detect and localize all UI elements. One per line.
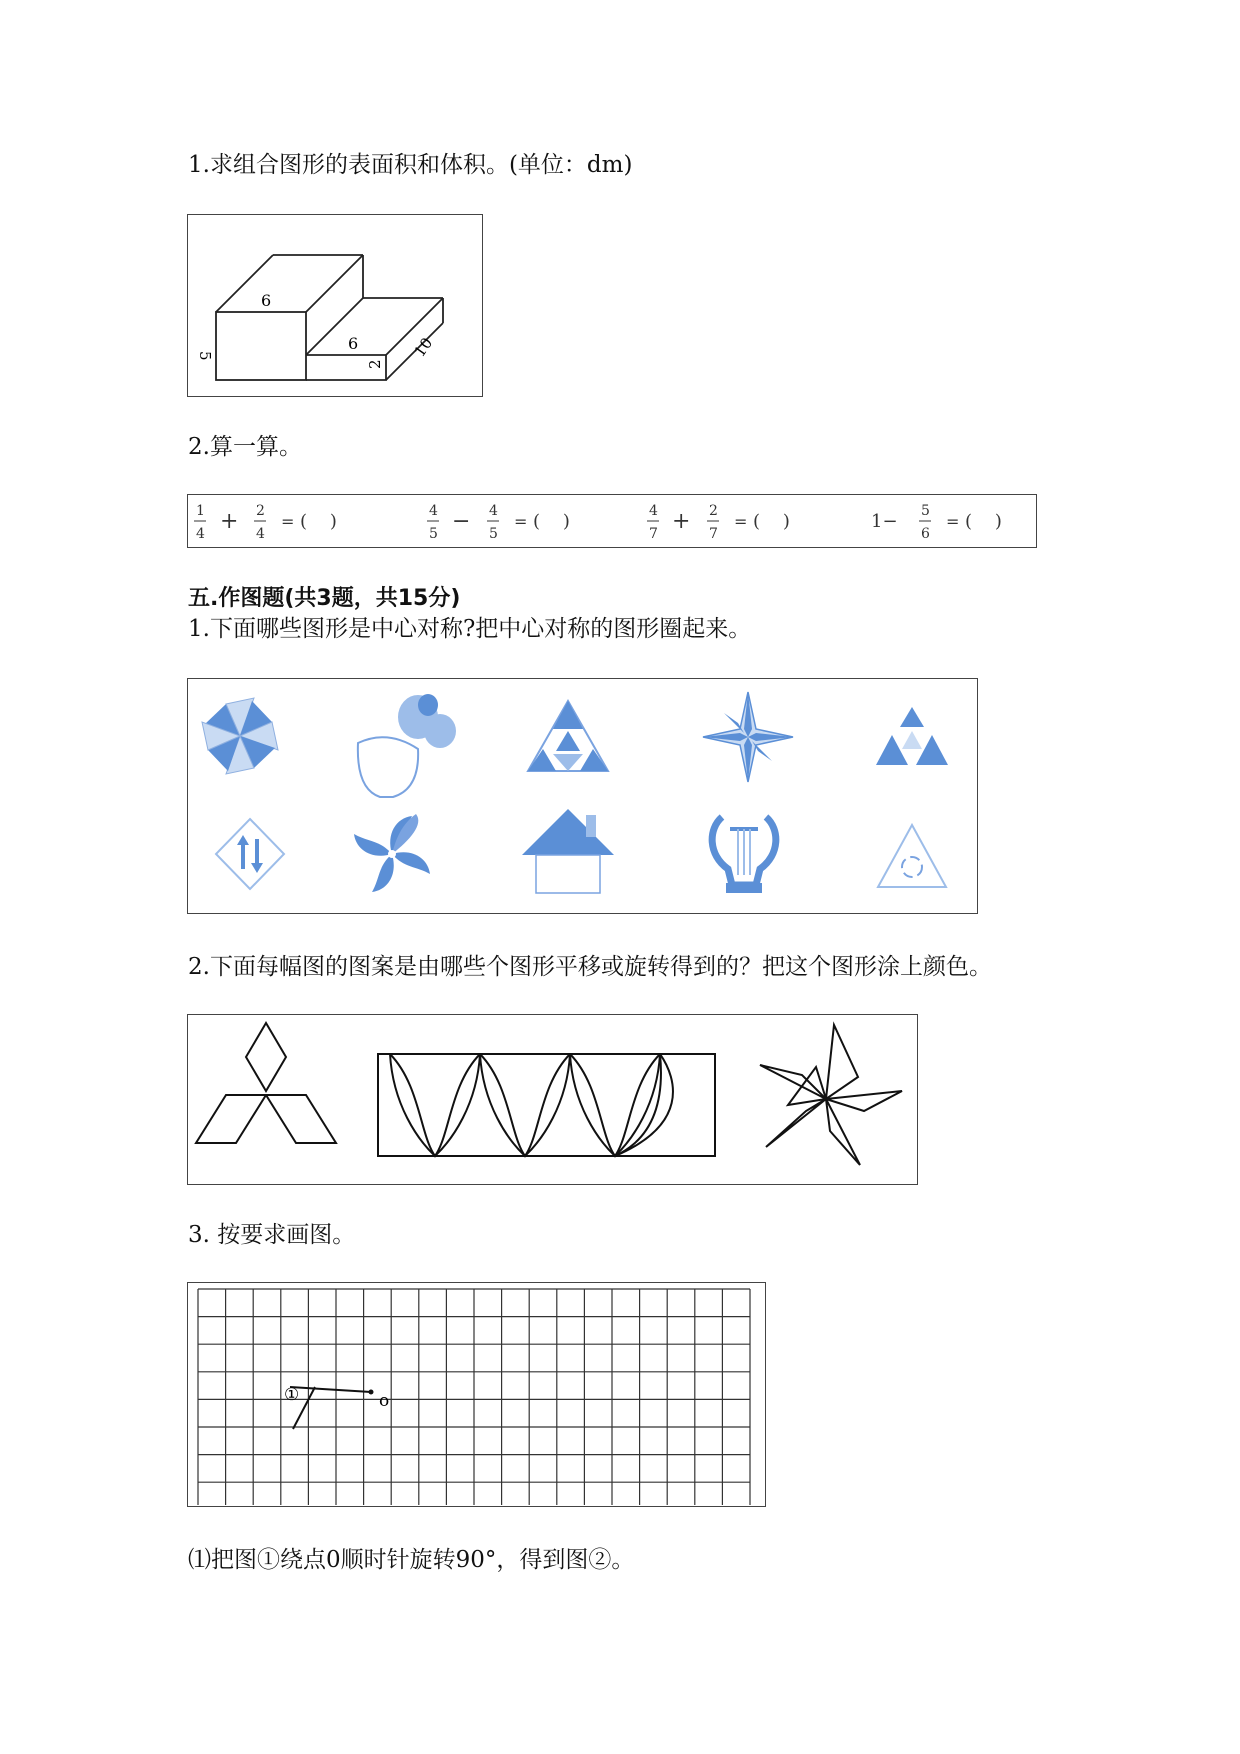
answer-blank[interactable]: ( ) [965,511,1002,532]
s5-q2-prompt: 2.下面每幅图的图案是由哪些个图形平移或旋转得到的？把这个图形涂上颜色。 [188,954,992,980]
svg-text:5: 5 [489,526,498,542]
svg-text:4: 4 [649,503,658,519]
svg-text:7: 7 [709,526,718,542]
svg-text:=: = [946,512,960,531]
svg-text:1: 1 [196,503,205,519]
answer-blank[interactable]: ( ) [300,511,337,532]
symmetry-figures [187,678,978,914]
fraction-item-3 [647,503,790,542]
triangle-pattern-icon[interactable] [528,701,608,771]
grid-drawing [188,1283,764,1505]
star-windmill-icon[interactable] [760,1025,902,1165]
leaf-band-icon[interactable] [378,1054,715,1156]
dim-height-step: 2 [366,359,384,369]
fraction-item-1 [194,503,337,542]
composite-solid-figure [187,214,483,397]
pinwheel-icon[interactable] [202,698,278,774]
svg-text:=: = [514,512,528,531]
svg-text:2: 2 [709,503,718,519]
composite-solid-drawing [188,215,481,395]
svg-text:4: 4 [196,526,205,542]
point-o-label: o [379,1391,390,1411]
svg-text:2: 2 [256,503,265,519]
svg-text:6: 6 [921,526,930,542]
symmetry-drawing [188,679,976,912]
svg-text:+: + [672,509,691,534]
section-heading: 五.作图题(共3题，共15分) [188,586,461,611]
fraction-exercises [187,494,1037,548]
svg-text:−: − [452,509,471,534]
shape-1-arm [290,1387,371,1392]
answer-blank[interactable]: ( ) [533,511,570,532]
rhombus-pattern-icon[interactable] [196,1023,336,1143]
svg-text:4: 4 [256,526,265,542]
triforce-icon[interactable] [876,707,948,765]
s5-q3-prompt: 3. 按要求画图。 [188,1222,356,1248]
dim-height-left: 5 [196,351,214,361]
grid-figure [187,1282,766,1507]
answer-blank[interactable]: ( ) [753,511,790,532]
recycle-sign-icon[interactable] [878,825,946,887]
svg-text:=: = [281,512,295,531]
q1-prompt: 1.求组合图形的表面积和体积。(单位：dm) [188,152,633,178]
s5-q3-sub1: ⑴把图①绕点0顺时针旋转90°，得到图②。 [188,1547,635,1573]
svg-text:1−: 1− [871,511,898,532]
fraction-row [188,495,1035,546]
fraction-item-2 [427,503,570,542]
pattern-figures [187,1014,918,1185]
compass-star-icon[interactable] [703,692,793,782]
square-grid [198,1289,750,1505]
dim-depth: 10 [410,334,437,361]
dim-width-top: 6 [261,291,272,310]
svg-text:4: 4 [489,503,498,519]
pattern-drawing [188,1015,916,1183]
bauhinia-flower-icon[interactable] [354,814,430,892]
s5-q1-prompt: 1.下面哪些图形是中心对称?把中心对称的图形圈起来。 [188,616,752,642]
shape-1-label: ① [284,1385,300,1405]
svg-text:7: 7 [649,526,658,542]
svg-text:5: 5 [921,503,930,519]
svg-text:=: = [734,512,748,531]
fraction-item-4 [871,503,1002,542]
radish-icon[interactable] [358,694,456,797]
rotation-point [369,1390,374,1395]
svg-text:+: + [220,509,239,534]
svg-text:4: 4 [429,503,438,519]
dim-width-step: 6 [348,334,359,353]
arrow-sign-icon[interactable] [216,819,284,889]
lyre-icon[interactable] [712,817,776,893]
house-icon[interactable] [522,809,614,893]
q2-prompt: 2.算一算。 [188,434,302,460]
svg-text:5: 5 [429,526,438,542]
